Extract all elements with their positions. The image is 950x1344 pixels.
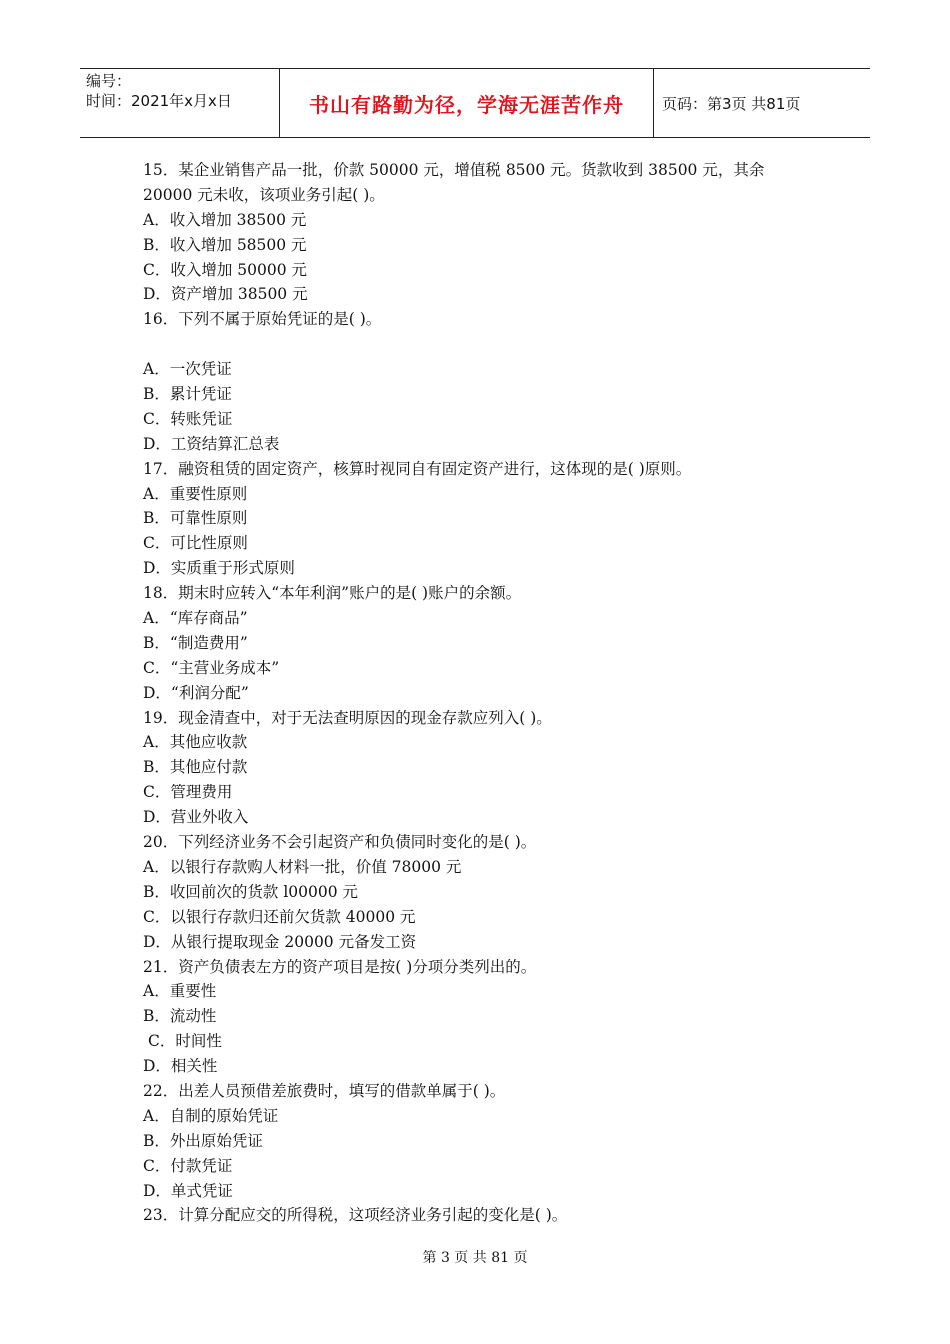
- header-page-info: 页码：第3页 共81页: [662, 94, 801, 113]
- header-meta: [80, 69, 280, 137]
- page-header: [80, 68, 870, 138]
- option: C．管理费用: [143, 783, 233, 802]
- option: B．可靠性原则: [143, 509, 248, 528]
- option: A．其他应收款: [143, 733, 248, 752]
- option: B．其他应付款: [143, 758, 248, 777]
- question-20: 20．下列经济业务不会引起资产和负债同时变化的是( )。: [143, 833, 537, 852]
- option: C．转账凭证: [143, 409, 233, 428]
- option: C．付款凭证: [143, 1156, 233, 1175]
- option: A．以银行存款购人材料一批，价值 78000 元: [143, 857, 462, 876]
- question-15: 15．某企业销售产品一批，价款 50000 元，增值税 8500 元。货款收到 38500 元，其余: [143, 161, 765, 179]
- header-motto: 书山有路勤为径，学海无涯苦作舟: [280, 69, 654, 137]
- question-15-cont: 20000 元未收，该项业务引起( )。: [143, 185, 385, 204]
- option: A．重要性原则: [143, 484, 248, 503]
- question-16: 16．下列不属于原始凭证的是( )。: [143, 310, 382, 329]
- option: C．“主营业务成本”: [143, 658, 280, 677]
- option: A．重要性: [143, 982, 217, 1001]
- option: D．资产增加 38500 元: [143, 285, 308, 304]
- option: D．实质重于形式原则: [143, 559, 295, 578]
- question-19: 19．现金清查中，对于无法查明原因的现金存款应列入( )。: [143, 708, 552, 727]
- option: B．累计凭证: [143, 385, 232, 404]
- option: B．收入增加 58500 元: [143, 235, 307, 254]
- option: C．时间性: [148, 1032, 222, 1051]
- question-23: 23．计算分配应交的所得税，这项经济业务引起的变化是( )。: [143, 1206, 568, 1225]
- question-21: 21．资产负债表左方的资产项目是按( )分项分类列出的。: [143, 957, 537, 976]
- option: B．外出原始凭证: [143, 1131, 263, 1150]
- option: B．流动性: [143, 1007, 217, 1026]
- option: A．自制的原始凭证: [143, 1106, 279, 1125]
- option: C．收入增加 50000 元: [143, 260, 308, 279]
- option: A．“库存商品”: [143, 609, 248, 628]
- option: C．以银行存款归还前欠货款 40000 元: [143, 907, 416, 926]
- option: D．从银行提取现金 20000 元备发工资: [143, 932, 417, 951]
- number-label: 编号：: [86, 72, 132, 90]
- option: D．相关性: [143, 1057, 218, 1076]
- option: D．营业外收入: [143, 808, 249, 827]
- page-footer: 第 3 页 共 81 页: [422, 1250, 528, 1266]
- option: A．收入增加 38500 元: [143, 210, 307, 229]
- option: B．“制造费用”: [143, 633, 248, 652]
- option: A．一次凭证: [143, 360, 232, 379]
- question-17: 17．融资租赁的固定资产，核算时视同自有固定资产进行，这体现的是( )原则。: [143, 459, 692, 478]
- option: C．可比性原则: [143, 534, 248, 553]
- question-list: [143, 158, 833, 1228]
- question-18: 18．期末时应转入“本年利润”账户的是( )账户的余额。: [143, 584, 522, 603]
- option: D．工资结算汇总表: [143, 434, 280, 453]
- blank-line: [143, 332, 833, 357]
- option: D．“利润分配”: [143, 683, 249, 702]
- question-22: 22．出差人员预借差旅费时，填写的借款单属于( )。: [143, 1081, 506, 1100]
- option: D．单式凭证: [143, 1181, 233, 1200]
- time-label: 时间：2021年x月x日: [86, 92, 232, 110]
- option: B．收回前次的货款 l00000 元: [143, 882, 359, 901]
